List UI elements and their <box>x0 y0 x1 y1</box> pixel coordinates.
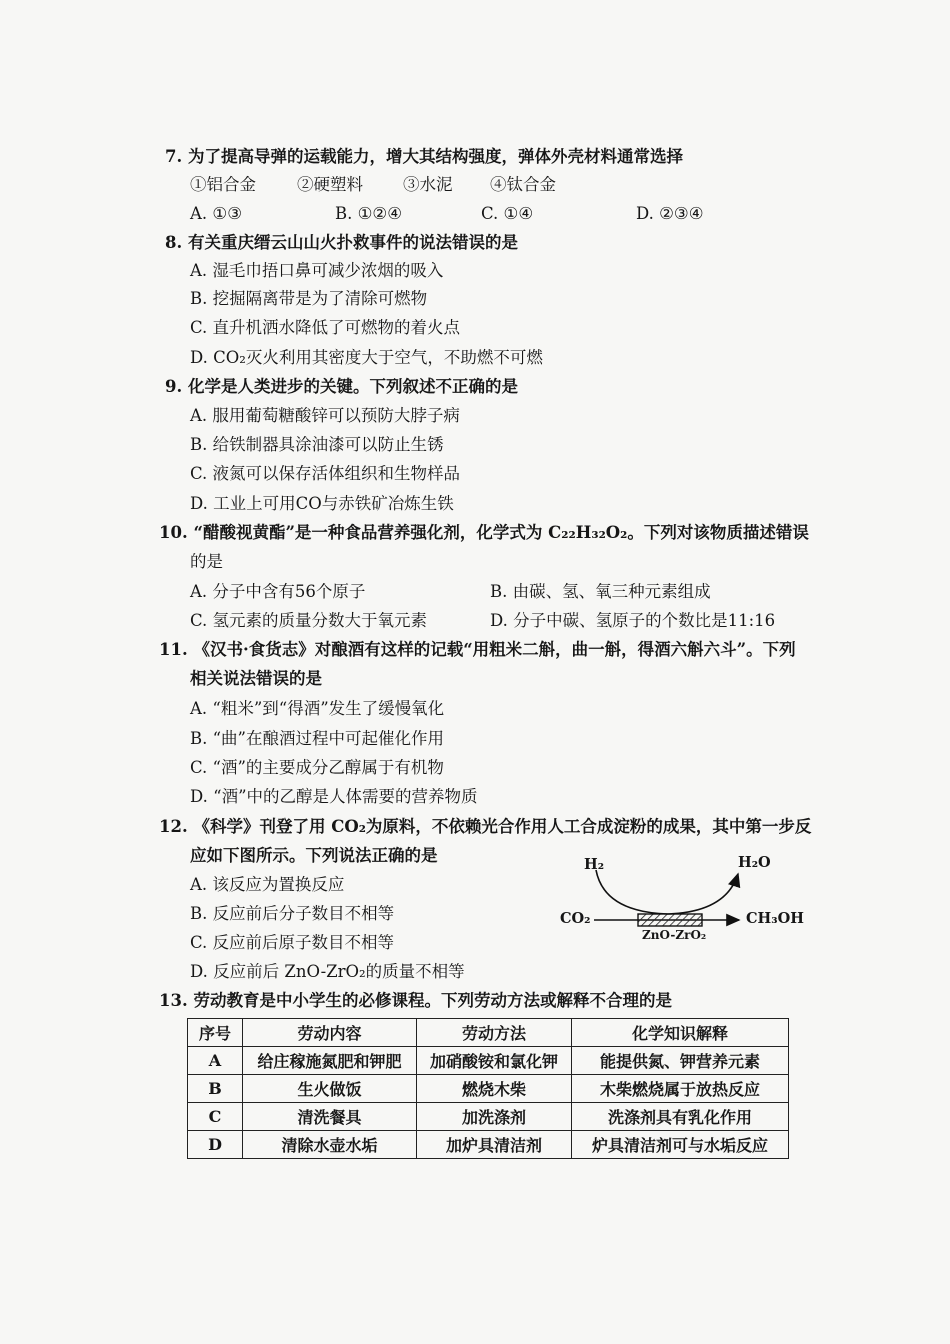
header-number: 序号 <box>188 1019 243 1047</box>
cell-id: C <box>188 1103 243 1131</box>
q7-item-1: ①铝合金 <box>190 175 256 194</box>
q10-option-d: D. 分子中碳、氢原子的个数比是11:16 <box>490 611 776 630</box>
label-h2o: H₂O <box>738 854 771 871</box>
label-h2: H₂ <box>584 856 605 873</box>
q12-stem-line2: 应如下图所示。下列说法正确的是 <box>190 846 438 865</box>
cell-method: 加炉具清洁剂 <box>417 1131 572 1159</box>
q11-option-b: B. “曲”在酿酒过程中可起催化作用 <box>190 729 444 748</box>
table-row <box>188 1075 789 1103</box>
label-co2: CO₂ <box>560 910 591 927</box>
table-row <box>188 1103 789 1131</box>
cell-method: 加硝酸铵和氯化钾 <box>417 1047 572 1075</box>
cell-explanation: 洗涤剂具有乳化作用 <box>572 1103 789 1131</box>
cell-method: 燃烧木柴 <box>417 1075 572 1103</box>
header-content: 劳动内容 <box>243 1019 417 1047</box>
q7-option-d: D. ②③④ <box>636 204 704 223</box>
cell-explanation: 木柴燃烧属于放热反应 <box>572 1075 789 1103</box>
q9-option-b: B. 给铁制器具涂油漆可以防止生锈 <box>190 435 444 454</box>
q13-table <box>187 1018 789 1159</box>
q11-stem-line2: 相关说法错误的是 <box>190 669 322 688</box>
q12-stem-line1: 12. 《科学》刊登了用 CO₂为原料，不依赖光合作用人工合成淀粉的成果，其中第一步反 <box>159 817 812 836</box>
cell-id: D <box>188 1131 243 1159</box>
catalyst-box <box>638 914 702 926</box>
cell-method: 加洗涤剂 <box>417 1103 572 1131</box>
q8-option-d: D. CO₂灭火利用其密度大于空气，不助燃不可燃 <box>190 348 543 367</box>
table-row <box>188 1131 789 1159</box>
q9-option-a: A. 服用葡萄糖酸锌可以预防大脖子病 <box>190 406 460 425</box>
curved-arrow <box>596 870 738 914</box>
q10-option-b: B. 由碳、氢、氧三种元素组成 <box>490 582 711 601</box>
q11-option-c: C. “酒”的主要成分乙醇属于有机物 <box>190 758 444 777</box>
q12-option-a: A. 该反应为置换反应 <box>190 875 345 894</box>
q8-stem: 8. 有关重庆缙云山山火扑救事件的说法错误的是 <box>165 233 518 252</box>
q9-stem: 9. 化学是人类进步的关键。下列叙述不正确的是 <box>165 377 518 396</box>
table-header-row <box>188 1019 789 1047</box>
q11-option-a: A. “粗米”到“得酒”发生了缓慢氧化 <box>190 699 445 718</box>
q10-stem-line1: 10. “醋酸视黄酯”是一种食品营养强化剂，化学式为 C₂₂H₃₂O₂。下列对该物质描述错误 <box>159 523 809 542</box>
cell-explanation: 能提供氮、钾营养元素 <box>572 1047 789 1075</box>
q8-option-a: A. 湿毛巾捂口鼻可减少浓烟的吸入 <box>190 261 444 280</box>
cell-content: 清洗餐具 <box>243 1103 417 1131</box>
table-row <box>188 1047 789 1075</box>
cell-content: 清除水壶水垢 <box>243 1131 417 1159</box>
q11-stem-line1: 11. 《汉书·食货志》对酿酒有这样的记载“用粗米二斛，曲一斛，得酒六斛六斗”。下列 <box>159 640 796 659</box>
q8-option-c: C. 直升机洒水降低了可燃物的着火点 <box>190 318 461 337</box>
q11-option-d: D. “酒”中的乙醇是人体需要的营养物质 <box>190 787 478 806</box>
q7-item-3: ③水泥 <box>403 175 453 194</box>
label-catalyst: ZnO-ZrO₂ <box>642 928 707 942</box>
q10-stem-line2: 的是 <box>190 552 223 571</box>
q7-option-a: A. ①③ <box>190 204 242 223</box>
cell-content: 给庄稼施氮肥和钾肥 <box>243 1047 417 1075</box>
cell-content: 生火做饭 <box>243 1075 417 1103</box>
q13-stem: 13. 劳动教育是中小学生的必修课程。下列劳动方法或解释不合理的是 <box>159 991 672 1010</box>
header-explanation: 化学知识解释 <box>572 1019 789 1047</box>
q9-option-d: D. 工业上可用CO与赤铁矿冶炼生铁 <box>190 494 454 513</box>
q8-option-b: B. 挖掘隔离带是为了清除可燃物 <box>190 289 428 308</box>
q9-option-c: C. 液氮可以保存活体组织和生物样品 <box>190 464 461 483</box>
label-ch3oh: CH₃OH <box>746 910 804 927</box>
q7-option-c: C. ①④ <box>481 204 534 223</box>
q12-option-b: B. 反应前后分子数目不相等 <box>190 904 395 923</box>
cell-explanation: 炉具清洁剂可与水垢反应 <box>572 1131 789 1159</box>
q7-stem: 7. 为了提高导弹的运载能力，增大其结构强度，弹体外壳材料通常选择 <box>165 147 683 166</box>
cell-id: A <box>188 1047 243 1075</box>
reaction-diagram <box>556 848 806 946</box>
q10-option-a: A. 分子中含有56个原子 <box>190 582 366 601</box>
q12-option-c: C. 反应前后原子数目不相等 <box>190 933 395 952</box>
cell-id: B <box>188 1075 243 1103</box>
q7-option-b: B. ①②④ <box>335 204 402 223</box>
q12-option-d: D. 反应前后 ZnO-ZrO₂的质量不相等 <box>190 962 465 981</box>
header-method: 劳动方法 <box>417 1019 572 1047</box>
q7-item-2: ②硬塑料 <box>297 175 363 194</box>
q7-item-4: ④钛合金 <box>490 175 556 194</box>
q10-option-c: C. 氢元素的质量分数大于氧元素 <box>190 611 428 630</box>
